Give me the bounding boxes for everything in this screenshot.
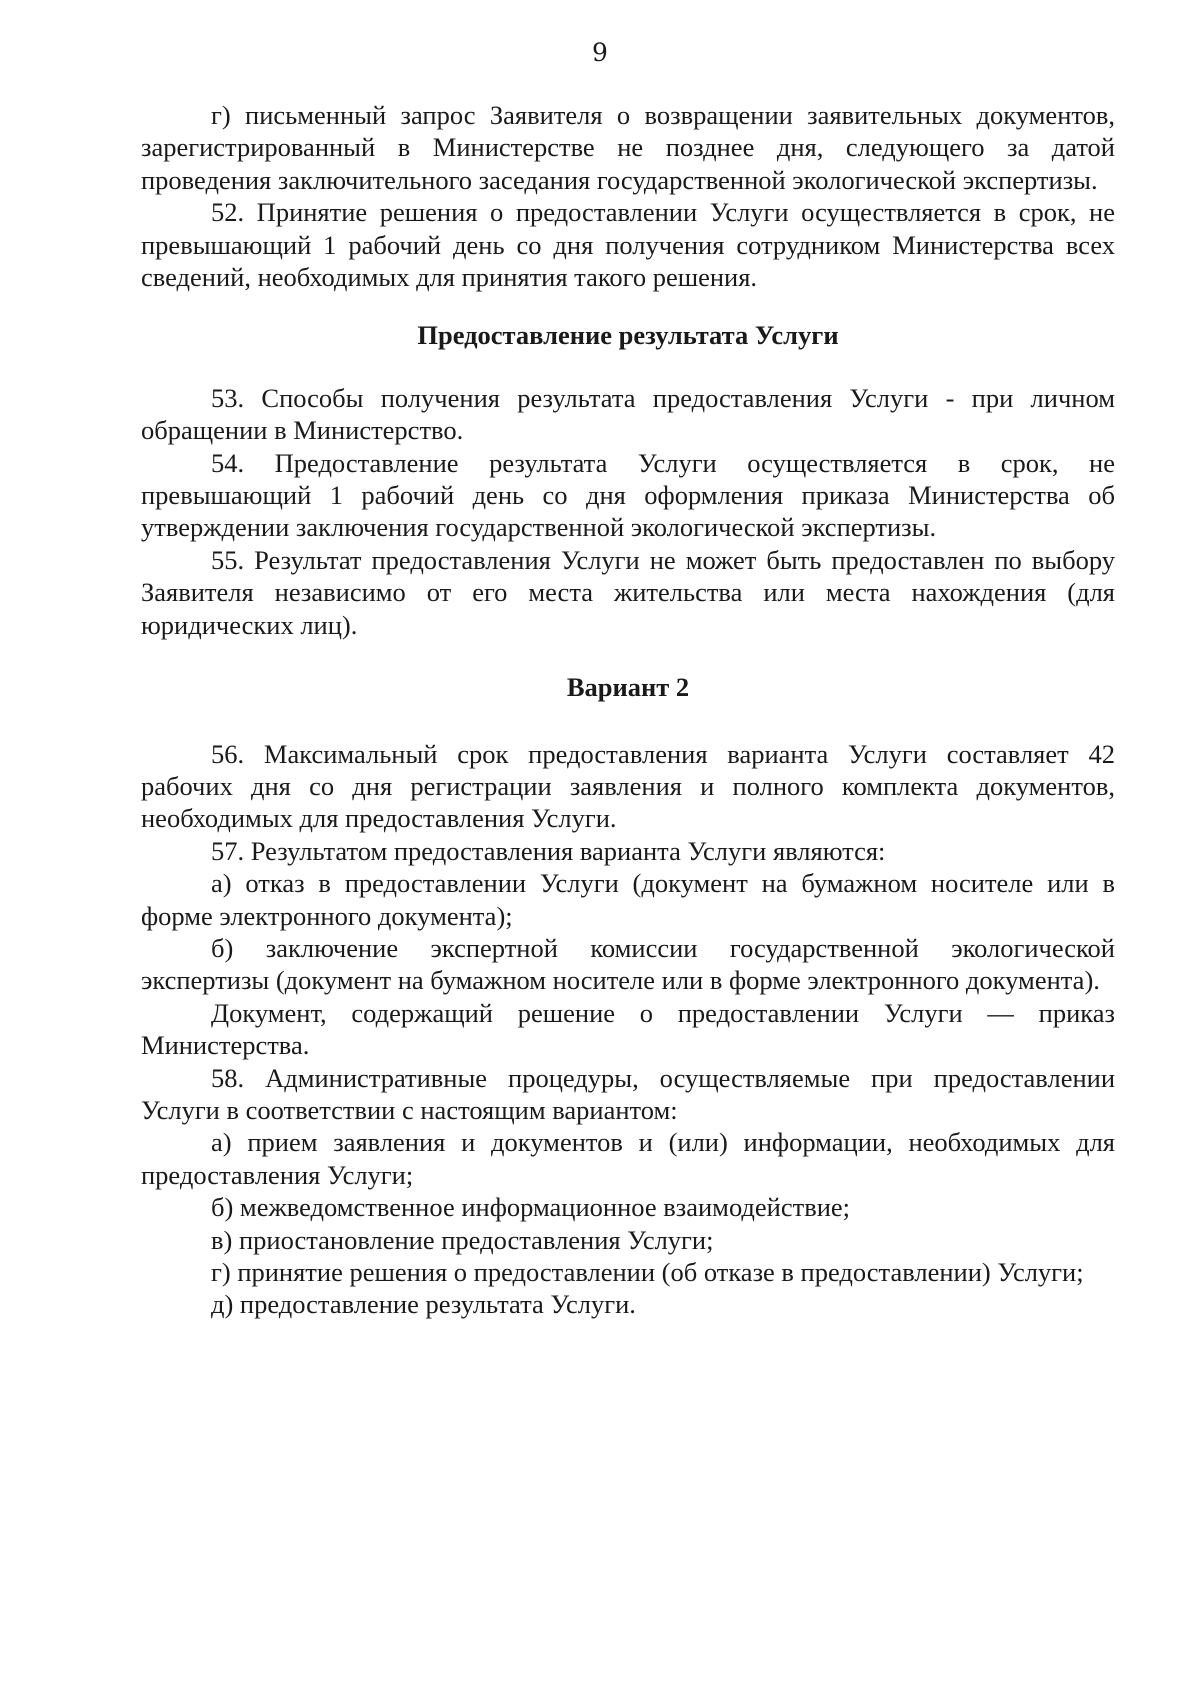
page-number: 9 [592, 38, 608, 67]
paragraph-54: 54. Предоставление результата Услуги осуществляется в срок, не превышающий 1 рабочий день со дня оформления приказа Министерства об утверждении заключения государственной экологической экспертизы. [141, 447, 1115, 543]
paragraph-58b: б) межведомственное информационное взаимодействие; [211, 1192, 851, 1223]
paragraph-58a: а) прием заявления и документов и (или) информации, необходимых для предоставления Услуги; [141, 1127, 1115, 1190]
paragraph-55: 55. Результат предоставления Услуги не может быть предоставлен по выбору Заявителя независимо от его места жительства или места нахождения (для юридических лиц). [141, 544, 1115, 640]
paragraph-51g: г) письменный запрос Заявителя о возвращении заявительных документов, зарегистрированный в Министерстве не позднее дня, следующего за датой проведения заключительного заседания государственной экологической экспертизы. [141, 100, 1115, 195]
paragraph-52: 52. Принятие решения о предоставлении Услуги осуществляется в срок, не превышающий 1 рабочий день со дня получения сотрудником Министерства всех сведений, необходимых для принятия такого решения. [141, 197, 1115, 293]
document-body [141, 99, 1115, 1321]
paragraph-57b: б) заключение экспертной комиссии государственной экологической экспертизы (документ на бумажном носителе или в форме электронного документа). [141, 932, 1115, 996]
paragraph-53: 53. Способы получения результата предоставления Услуги - при личном обращении в Министерство. [141, 382, 1115, 446]
paragraph-58v: в) приостановление предоставления Услуги; [211, 1224, 714, 1255]
paragraph-decision-document: Документ, содержащий решение о предоставлении Услуги — приказ Министерства. [141, 997, 1115, 1061]
paragraph-57a: а) отказ в предоставлении Услуги (документ на бумажном носителе или в форме электронного документа); [141, 868, 1115, 931]
paragraph-57: 57. Результатом предоставления варианта Услуги являются: [211, 835, 886, 866]
section-heading-variant: Вариант 2 [566, 672, 690, 703]
section-heading-result: Предоставление результата Услуги [417, 320, 839, 351]
paragraph-58d: д) предоставление результата Услуги. [211, 1289, 636, 1320]
paragraph-58g: г) принятие решения о предоставлении (об отказе в предоставлении) Услуги; [211, 1257, 1084, 1287]
paragraph-58: 58. Административные процедуры, осуществляемые при предоставлении Услуги в соответствии с настоящим вариантом: [141, 1062, 1115, 1125]
paragraph-56: 56. Максимальный срок предоставления варианта Услуги составляет 42 рабочих дня со дня регистрации заявления и полного комплекта документов, необходимых для предоставления Услуги. [141, 738, 1115, 834]
